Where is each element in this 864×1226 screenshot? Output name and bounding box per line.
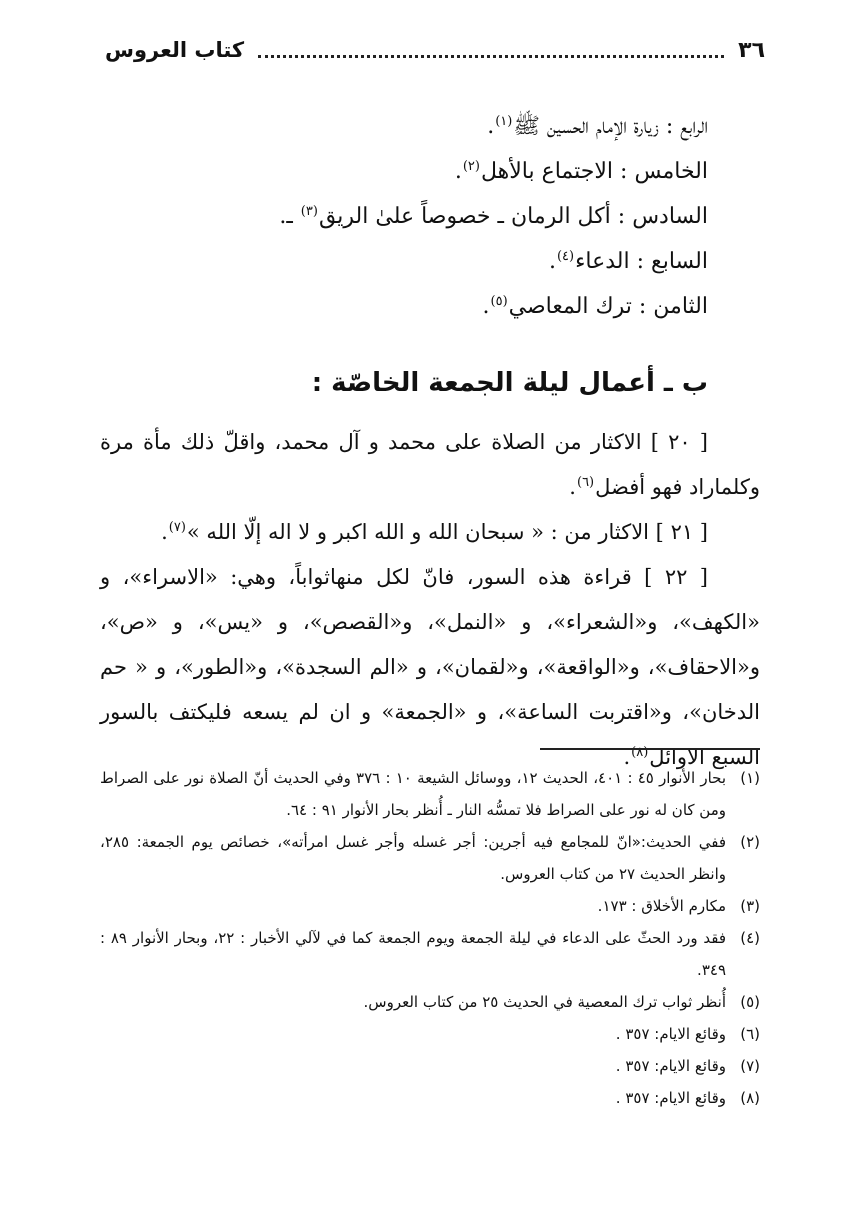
paragraph-text: [ ٢٢ ] قراءة هذه السور، فانّ لكل منهاثواباً، وهي: «الاسراء»، و «الكهف»، و«الشعراء»، و «النمل»، و«القصص»، و «يس»، و «ص»، و«الاحقاف»، و«الواقعة»، و«لقمان»، و «الم السجدة»، و«الطور»، و « حم الدخان»، و«اقتربت الساعة»، و «الجمعة» و ان لم يسعه فليكتف بالسور السبع الاوائل (100, 565, 760, 769)
footnote (100, 1082, 760, 1114)
footnote (100, 890, 760, 922)
list-item (148, 149, 708, 194)
footnote (100, 1050, 760, 1082)
footnote-number: (٧) (740, 1057, 760, 1075)
paragraph-text: [ ٢١ ] الاكثار من : « سبحان الله و الله اكبر و لا اله إلّا الله » (186, 520, 708, 544)
body-text (100, 420, 760, 780)
item-text: الثامن : ترك المعاصي (508, 294, 708, 319)
paragraph-text: [ ٢٠ ] الاكثار من الصلاة على محمد و آل محمد، واقلّ ذلك مأة مرة وكلماراد فهو أفضل (100, 430, 760, 499)
footnote-text: وقائع الايام: ٣٥٧ . (615, 1025, 726, 1043)
footnote-text: بحار الأنوار ٤٥ : ٤٠١، الحديث ١٢، ووسائل الشيعة ١٠ : ٣٧٦ وفي الحديث أنّ الصلاة نور على الصراط ومن كان له نور على الصراط فلا تمسُّه النار ـ أُنظر بحار الأنوار ٩١ : ٦٤. (100, 769, 727, 819)
footnote (100, 1018, 760, 1050)
item-tail: . (454, 159, 462, 184)
footnote-marker: (٣) (300, 203, 318, 219)
footnote-text: ففي الحديث:«انّ للمجامع فيه أجرين: أجر غسله وأجر غسل امرأته»، خصائص يوم الجمعة: ٢٨٥، وانظر الحديث ٢٧ من كتاب العروس. (100, 833, 726, 883)
item-tail: . (548, 249, 556, 274)
footnote-text: وقائع الايام: ٣٥٧ . (615, 1057, 726, 1075)
list-item (148, 239, 708, 284)
book-title: كتاب العروس (105, 38, 245, 62)
paragraph-tail: . (161, 520, 168, 544)
footnote-marker: (٤) (556, 248, 575, 264)
footnote (100, 986, 760, 1018)
paragraph-tail: . (569, 475, 576, 499)
footnote-marker: (١) (495, 113, 513, 129)
paragraph-tail: . (623, 745, 631, 769)
footnote-number: (٥) (740, 993, 760, 1011)
footnote (100, 922, 760, 986)
item-tail: ـ. (279, 204, 300, 229)
page-number: ٣٦ (738, 37, 765, 63)
footnote-text: أُنظر ثواب ترك المعصية في الحديث ٢٥ من كتاب العروس. (363, 993, 726, 1011)
item-text: الرابع : زيارة الإمام الحسين ﷺ (513, 114, 708, 139)
item-tail: . (482, 294, 490, 319)
footnote-text: مكارم الأخلاق : ١٧٣. (597, 897, 726, 915)
footnote-marker: (٦) (576, 475, 595, 490)
footnote-number: (١) (740, 769, 760, 787)
item-text: السادس : أكل الرمان ـ خصوصاً علىٰ الريق (318, 204, 708, 229)
paragraph (100, 420, 760, 510)
footnote (100, 762, 760, 826)
footnote-text: وقائع الايام: ٣٥٧ . (615, 1089, 726, 1107)
paragraph (100, 510, 760, 555)
footnote-marker: (٨) (631, 745, 649, 760)
item-tail: . (487, 114, 495, 139)
section-heading: ب ـ أعمال ليلة الجمعة الخاصّة : (311, 368, 708, 398)
footnote-marker: (٧) (168, 520, 186, 535)
running-header (105, 30, 765, 70)
footnote-marker: (٥) (490, 293, 508, 309)
footnote-marker: (٢) (462, 158, 480, 174)
list-item (148, 194, 708, 239)
header-leader-dots (258, 55, 724, 58)
footnote-separator (540, 748, 760, 750)
footnotes-list (100, 762, 760, 1114)
item-text: السابع : الدعاء (575, 249, 708, 274)
item-text: الخامس : الاجتماع بالأهل (480, 159, 708, 184)
footnote (100, 826, 760, 890)
list-item (148, 104, 708, 149)
remaining-items-list (148, 104, 708, 329)
footnote-text: فقد ورد الحثّ على الدعاء في ليلة الجمعة ويوم الجمعة كما في لآلي الأخبار : ٢٢، وبحار الأنوار ٨٩ : ٣٤٩. (100, 929, 726, 979)
footnote-number: (٨) (740, 1089, 760, 1107)
footnote-number: (٤) (740, 929, 760, 947)
paragraph (100, 555, 760, 780)
footnote-number: (٢) (740, 833, 760, 851)
footnote-number: (٦) (740, 1025, 760, 1043)
footnote-number: (٣) (740, 897, 760, 915)
list-item (148, 284, 708, 329)
